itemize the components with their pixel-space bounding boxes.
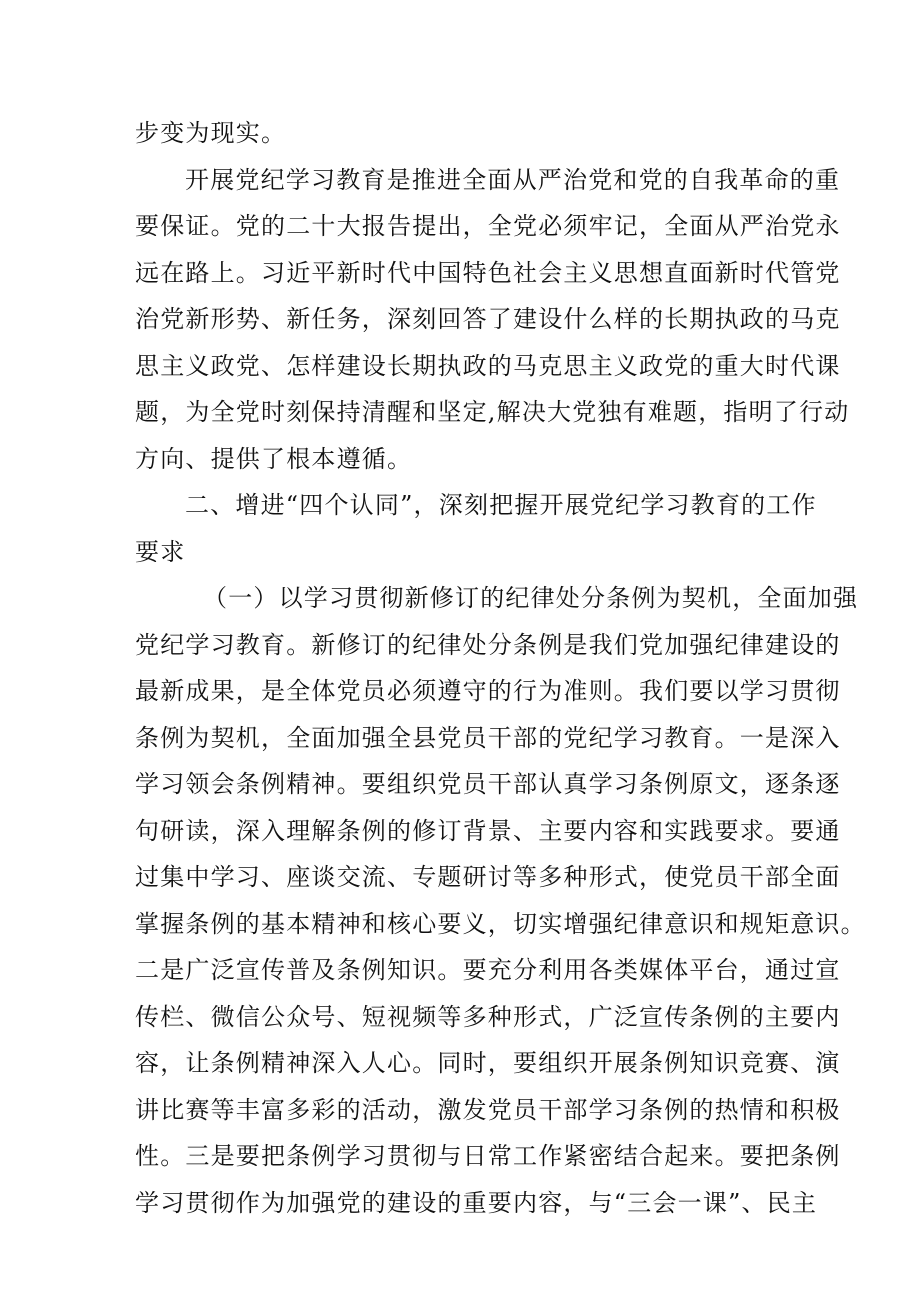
heading-line: 要求	[135, 537, 186, 566]
text-line: 容，让条例精神深入人心。同时，要组织开展条例知识竞赛、演	[135, 1049, 841, 1077]
text-line: 要保证。党的二十大报告提出，全党必须牢记，全面从严治党永	[135, 212, 841, 240]
text-line: 治党新形势、新任务，深刻回答了建设什么样的长期执政的马克	[135, 305, 841, 333]
text-line: 学习领会条例精神。要组织党员干部认真学习条例原文，逐条逐	[135, 770, 841, 798]
text-line: 传栏、微信公众号、短视频等多种形式，广泛宣传条例的主要内	[135, 1002, 841, 1031]
heading-line: 二、增进“四个认同”，深刻把握开展党纪学习教育的工作	[185, 491, 817, 519]
text-line: 二是广泛宣传普及条例知识。要充分利用各类媒体平台，通过宣	[135, 956, 841, 984]
paragraph-3	[135, 575, 866, 1226]
text-line: 性。三是要把条例学习贯彻与日常工作紧密结合起来。要把条例	[135, 1142, 841, 1170]
text-line: 句研读，深入理解条例的修订背景、主要内容和实践要求。要通	[135, 816, 841, 845]
paragraph-2	[135, 157, 850, 483]
text-line: 题，为全党时刻保持清醒和坚定,解决大党独有难题，指明了行动	[135, 398, 850, 426]
text-line: 党纪学习教育。新修订的纪律处分条例是我们党加强纪律建设的	[135, 630, 841, 659]
text-line: 方向、提供了根本遵循。	[135, 444, 413, 473]
text-line: （一）以学习贯彻新修订的纪律处分条例为契机，全面加强	[203, 584, 859, 612]
text-line: 条例为契机，全面加强全县党员干部的党纪学习教育。一是深入	[135, 723, 841, 752]
text-line: 掌握条例的基本精神和核心要义，切实增强纪律意识和规矩意识。	[135, 909, 866, 938]
text-line: 思主义政党、怎样建设长期执政的马克思主义政党的重大时代课	[135, 351, 841, 380]
section-heading-2	[135, 482, 817, 575]
text-line: 讲比赛等丰富多彩的活动，激发党员干部学习条例的热情和积极	[135, 1095, 841, 1124]
text-line: 步变为现实。	[135, 119, 287, 147]
text-line: 最新成果，是全体党员必须遵守的行为准则。我们要以学习贯彻	[135, 677, 841, 705]
text-line: 远在路上。习近平新时代中国特色社会主义思想直面新时代管党	[135, 258, 841, 287]
text-line: 过集中学习、座谈交流、专题研讨等多种形式，使党员干部全面	[135, 863, 841, 891]
text-line: 开展党纪学习教育是推进全面从严治党和党的自我革命的重	[185, 165, 841, 194]
paragraph-1	[135, 110, 795, 157]
text-line: 学习贯彻作为加强党的建设的重要内容，与“三会一课”、民主	[135, 1188, 818, 1217]
document-body	[135, 110, 866, 1226]
